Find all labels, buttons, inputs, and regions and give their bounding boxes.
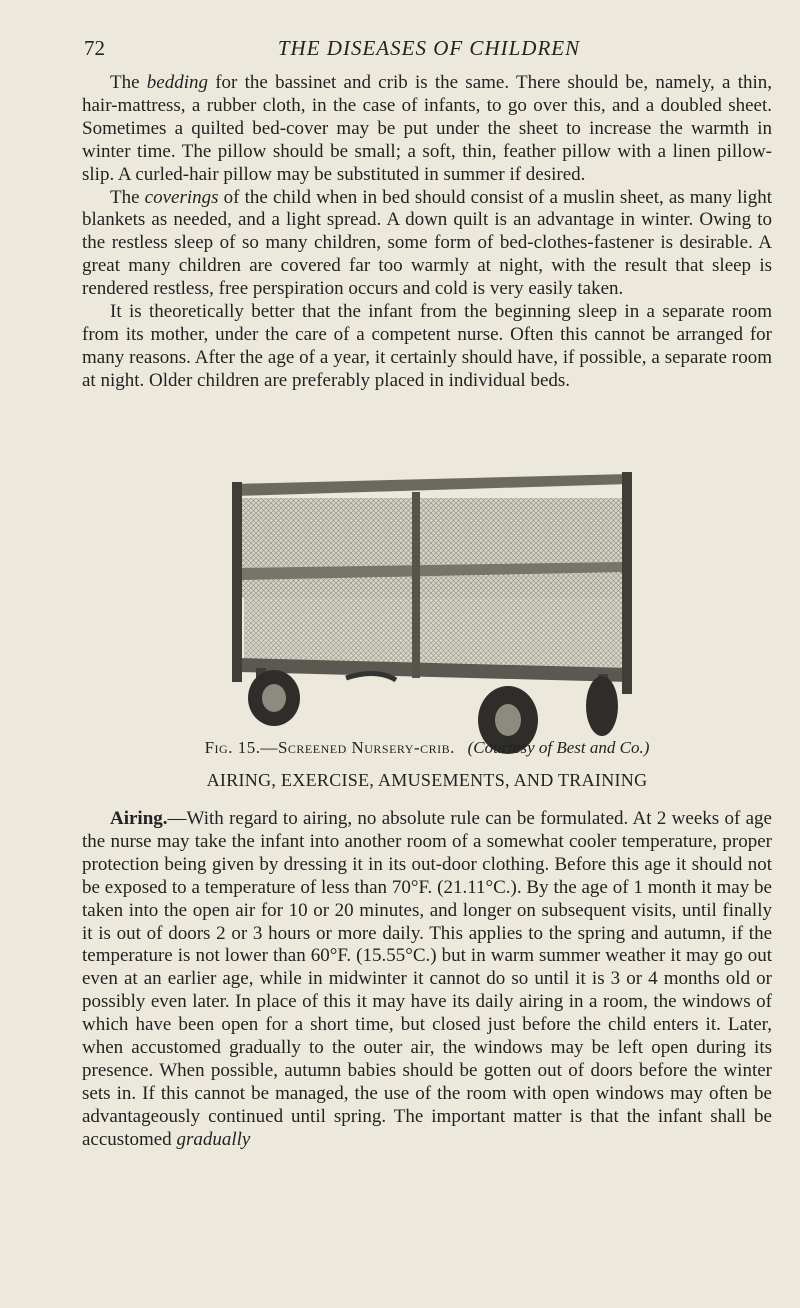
nursery-crib-illustration — [226, 468, 638, 760]
paragraph-airing: Airing.—With regard to airing, no absolute rule can be formulated. At 2 weeks of age the nurse may take the infant into another room of a somewhat cooler temperature, proper protection being given by dressing it in its out-door clothing. Before this age it should not be exposed to a temperature of less than 70°F. (21.11°C.). By the age of 1 month it may be taken into the open air for 10 or 20 minutes, and longer on subsequent visits, until finally it is out of doors 2 or 3 hours or more daily. This applies to the spring and autumn, if the temperature is not lower than 60°F. (15.55°C.) but in warm summer weather it may go out even at an earlier age, while in midwinter it cannot do so until it is 3 or 4 months old or possibly even later. In place of this it may have its daily airing in a room, the windows of which have been open for a short time, but closed just before the child enters it. Later, when accustomed gradually to the outer air, the windows may be left open during its presence. When possible, autumn babies should be gotten out of doors before the winter sets in. If this cannot be managed, the use of the room with open windows may often be advantageously continued until spring. The important matter is that the infant shall be accustomed gradually — [82, 808, 772, 1150]
paragraph-coverings: The coverings of the child when in bed should consist of a muslin sheet, as many light blankets as needed, and a light spread. A down quilt is an advantage in winter. Owing to the restless sleep of so many children, some form of bed-clothes-fastener is desirable. A great many children are covered far too warmly at night, with the result that sleep is rendered restless, free perspiration occurs and cold is very easily taken. — [82, 186, 772, 300]
body-text-airing — [82, 808, 772, 1152]
paragraph-bedding: The bedding for the bassinet and crib is the same. There should be, namely, a thin, hair-mattress, a rubber cloth, in the case of infants, to go over this, and a doubled sheet. Sometimes a quilted bed-cover may be put under the sheet to increase the warmth in winter time. The pillow should be small; a soft, thin, feather pillow with a linen pillow-slip. A curled-hair pillow may be substituted in summer if desired. — [82, 72, 772, 185]
runin-heading-airing: Airing. — [110, 808, 168, 829]
page-header — [84, 36, 774, 66]
section-heading: AIRING, EXERCISE, AMUSEMENTS, AND TRAINING — [206, 770, 648, 790]
paragraph-separate-room: It is theoretically better that the infant from the beginning sleep in a separate room from its mother, under the care of a competent nurse. Often this cannot be arranged for many reasons. After the age of a year, it certainly should have, if possible, a separate room at night. Older children are preferably placed in individual beds. — [82, 301, 772, 391]
running-title: THE DISEASES OF CHILDREN — [277, 36, 581, 60]
caption-credit: (Courtesy of Best and Co.) — [467, 738, 650, 757]
caption-label: Fig. 15.—Screened Nursery-crib. — [204, 738, 455, 757]
page-number: 72 — [84, 36, 105, 60]
body-text-top — [82, 72, 772, 393]
figure-caption — [82, 738, 772, 758]
